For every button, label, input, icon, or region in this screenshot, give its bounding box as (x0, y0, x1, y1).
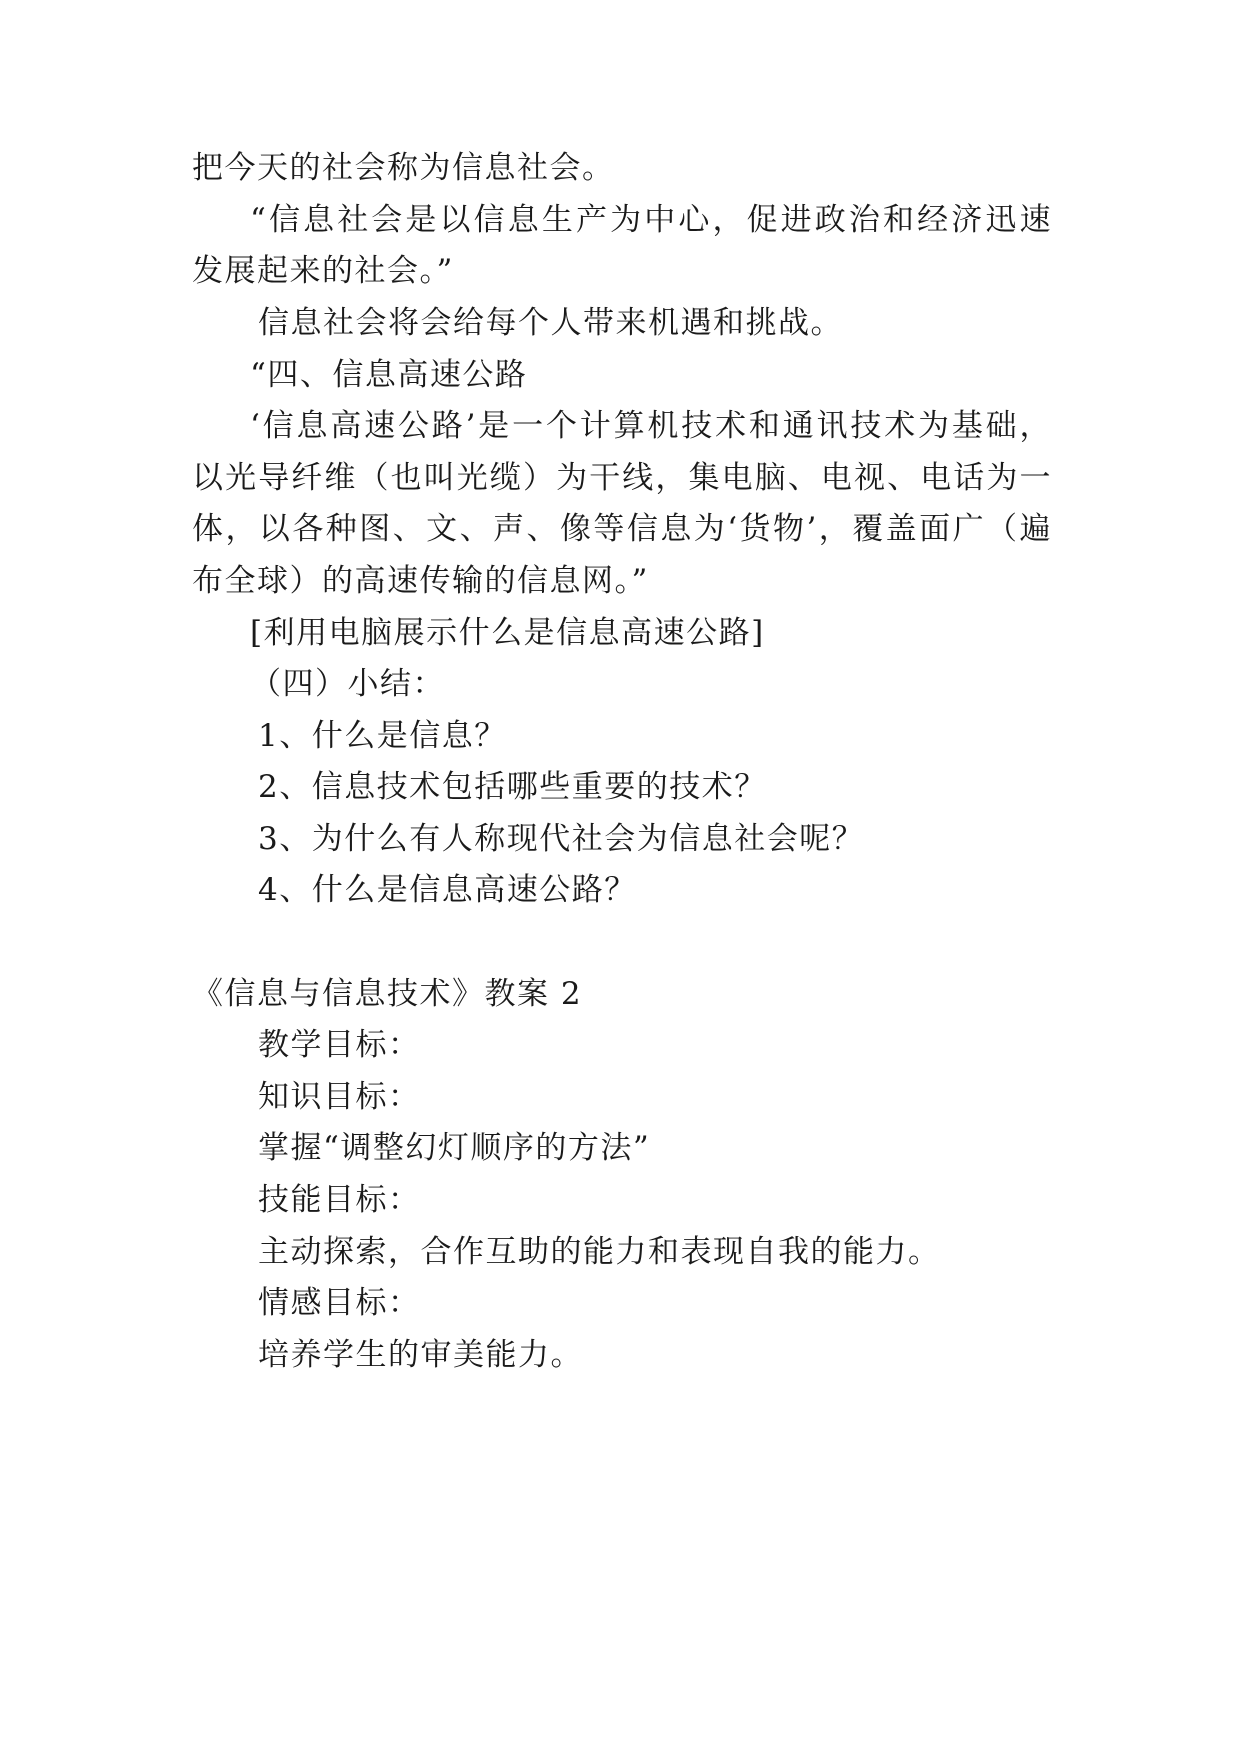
paragraph-line: 掌握“调整幻灯顺序的方法” (258, 1130, 651, 1166)
list-item: 2、信息技术包括哪些重要的技术？ (258, 769, 767, 805)
section-heading: 情感目标： (258, 1285, 421, 1321)
document-title: 《信息与信息技术》教案 2 (192, 976, 583, 1012)
paragraph-line: 信息社会将会给每个人带来机遇和挑战。 (258, 305, 843, 341)
paragraph-line: 主动探索，合作互助的能力和表现自我的能力。 (258, 1234, 941, 1270)
paragraph-line: 以光导纤维（也叫光缆）为干线，集电脑、电视、电话为一 (192, 460, 1052, 496)
paragraph-line: 布全球）的高速传输的信息网。” (192, 563, 649, 599)
list-item: 4、什么是信息高速公路？ (258, 872, 637, 908)
paragraph-line: 把今天的社会称为信息社会。 (192, 150, 615, 186)
paragraph-line: ‘信息高速公路’是一个计算机技术和通讯技术为基础， (250, 408, 1052, 444)
paragraph-line: [利用电脑展示什么是信息高速公路] (250, 615, 765, 651)
section-heading: “四、信息高速公路 (250, 357, 528, 393)
section-heading: （四）小结： (250, 666, 445, 702)
paragraph-line: 体，以各种图、文、声、像等信息为‘货物’，覆盖面广（遍 (192, 511, 1052, 547)
list-item: 3、为什么有人称现代社会为信息社会呢？ (258, 821, 865, 857)
section-heading: 技能目标： (258, 1182, 421, 1218)
paragraph-line: “信息社会是以信息生产为中心，促进政治和经济迅速 (250, 202, 1052, 238)
paragraph-line: 培养学生的审美能力。 (258, 1337, 583, 1373)
list-item: 1、什么是信息？ (258, 718, 507, 754)
section-heading: 教学目标： (258, 1027, 421, 1063)
paragraph-line: 发展起来的社会。” (192, 253, 454, 289)
section-heading: 知识目标： (258, 1079, 421, 1115)
